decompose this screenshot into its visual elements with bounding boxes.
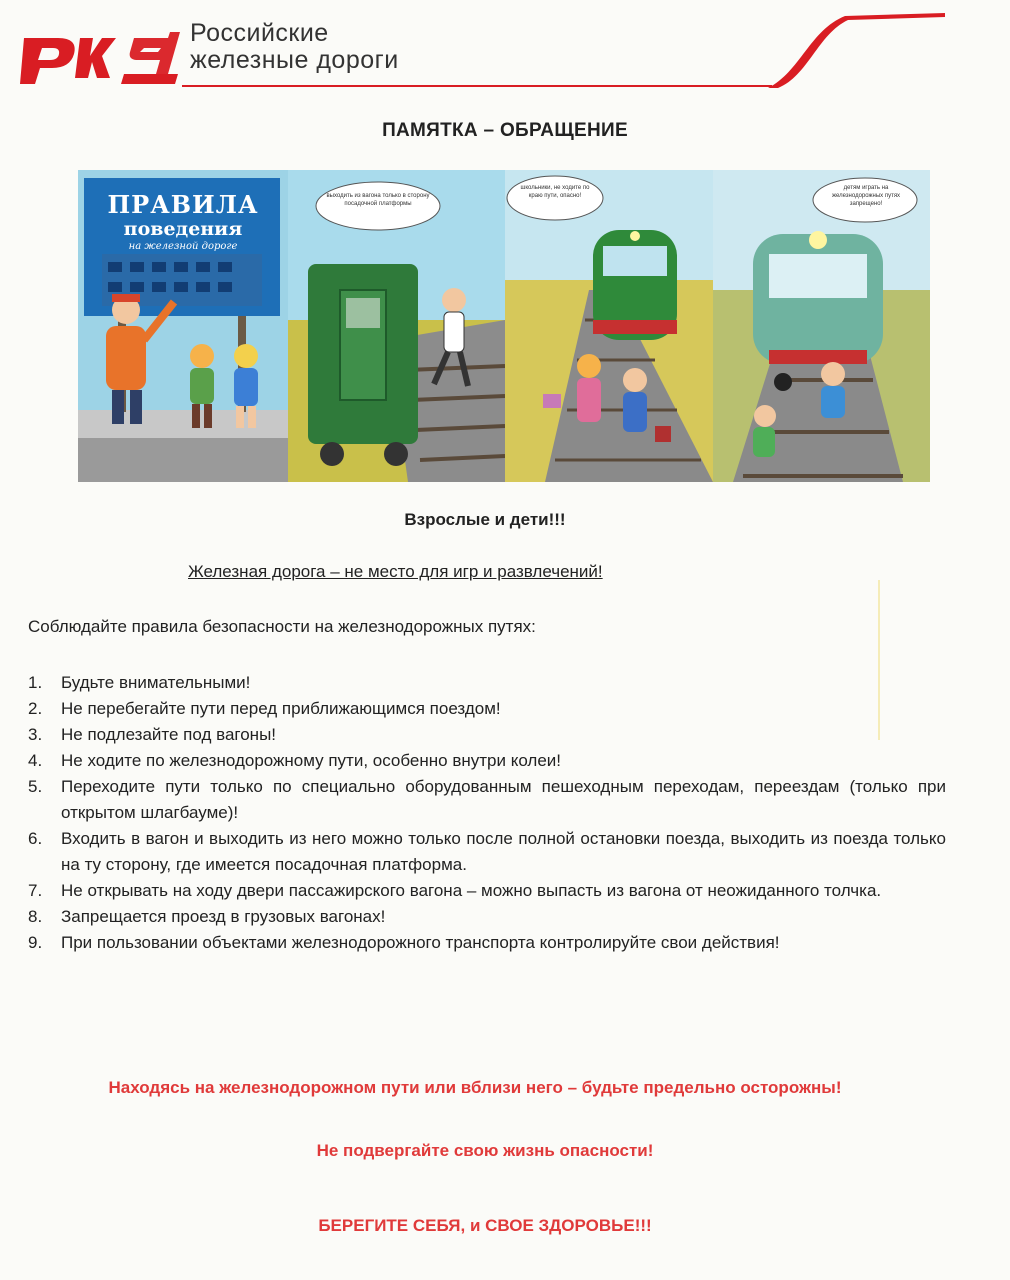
rule-item [28,774,946,826]
rule-item [28,878,946,904]
rule-item [28,826,946,878]
illustration-panel-no-playing [713,170,930,482]
rule-item [28,670,946,696]
rule-number: 4. [28,751,43,770]
rule-text: Не ходите по железнодорожному пути, особенно внутри колеи! [61,751,562,770]
speech-bubble-2: выходить из вагона только в сторону посадочной платформы [326,193,430,207]
header-swoosh [0,0,1010,110]
slogan: Железная дорога – не место для игр и развлечений! [188,562,603,581]
rules-list [28,670,946,956]
rule-number: 9. [28,933,43,952]
wagon-exit-scene [288,170,505,482]
illustration-strip [78,170,930,482]
company-name-line1: Российские [190,19,329,47]
rule-text: Не подлезайте под вагоны! [61,725,277,744]
rule-number: 8. [28,907,43,926]
track-edge-scene [505,170,713,482]
warning-careful: Находясь на железнодорожном пути или вблизи него – будьте предельно осторожны! [108,1078,842,1097]
company-name-line2: железные дороги [190,46,399,74]
rule-text: Входить в вагон и выходить из него можно только после полной остановки поезда, выходить из поезда только на ту сторону, где имеется посадочная платформа. [61,829,946,874]
speech-bubble-3: школьники, не ходите по краю пути, опасно! [520,185,590,199]
rule-text: Не открывать на ходу двери пассажирского вагона – можно выпасть из вагона от неожиданного толчка. [61,881,882,900]
document-title: ПАМЯТКА – ОБРАЩЕНИЕ [382,120,628,141]
rule-item [28,722,946,748]
speech-bubble-4: детям играть на железнодорожных путях запрещено! [831,185,901,207]
intro-text: Соблюдайте правила безопасности на железнодорожных путях: [28,617,536,636]
rule-number: 7. [28,881,43,900]
rule-item [28,904,946,930]
no-playing-scene [713,170,930,482]
rule-number: 3. [28,725,43,744]
rule-item [28,748,946,774]
rule-text: Переходите пути только по специально оборудованным пешеходным переходам, переездам (только при открытом шлагбауме)! [61,777,946,822]
rule-number: 2. [28,699,43,718]
warning-health: БЕРЕГИТЕ СЕБЯ, и СВОЕ ЗДОРОВЬЕ!!! [318,1216,652,1235]
illustration-panel-rules-board [78,170,288,482]
rule-number: 6. [28,829,43,848]
warning-life: Не подвергайте свою жизнь опасности! [316,1141,654,1160]
sign-line3: на железной дороге [128,241,238,252]
rule-text: Не перебегайте пути перед приближающимся поездом! [61,699,501,718]
illustration-panel-wagon-exit [288,170,505,482]
rule-text: При пользовании объектами железнодорожного транспорта контролируйте свои действия! [61,933,780,952]
rule-number: 5. [28,777,43,796]
rule-item [28,696,946,722]
audience-heading: Взрослые и дети!!! [404,510,566,529]
rule-text: Будьте внимательными! [61,673,251,692]
letterhead [0,0,1010,110]
highlighter-mark [878,580,880,740]
rules-board-sign [88,192,278,254]
rule-text: Запрещается проезд в грузовых вагонах! [61,907,386,926]
rule-number: 1. [28,673,43,692]
sign-line1: ПРАВИЛА [107,190,259,219]
sign-line2: поведения [123,218,243,240]
rule-item [28,930,946,956]
illustration-panel-track-edge [505,170,713,482]
